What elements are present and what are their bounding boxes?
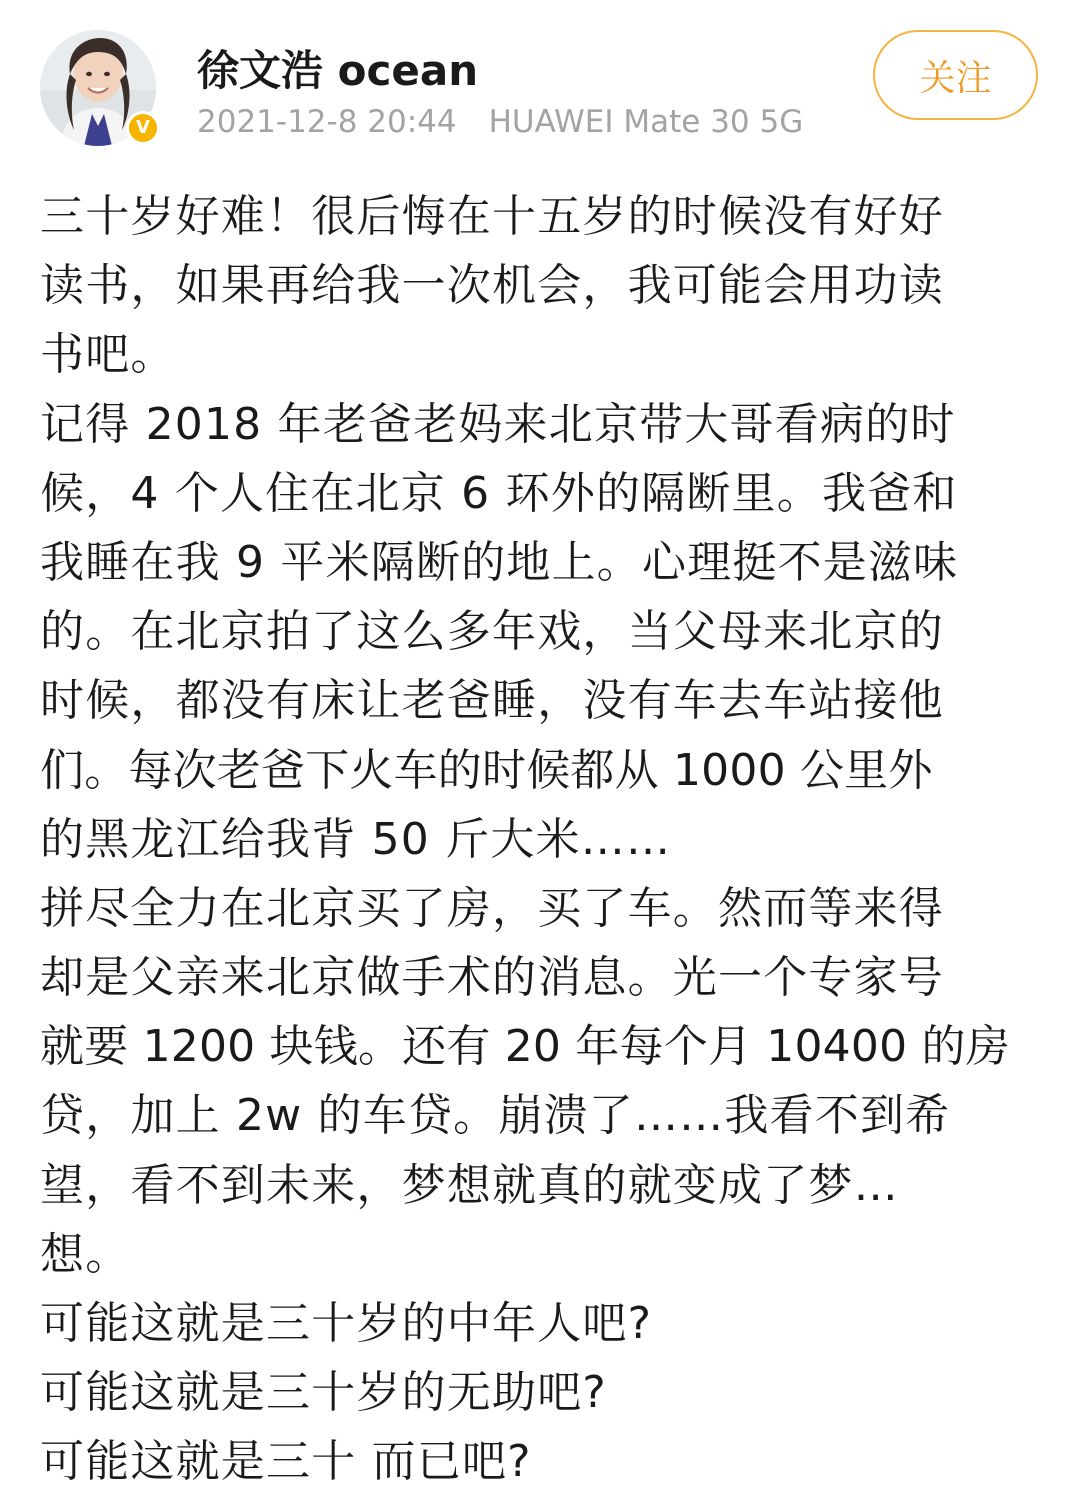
post-line: 的黑龙江给我背 50 斤大米…… [40,813,672,865]
post-header [0,0,1080,170]
post-line: 拼尽全力在北京买了房，买了车。然而等来得 [40,882,944,934]
post-line: 想。 [40,1228,131,1280]
post-line: 候，4 个人住在北京 6 环外的隔断里。我爸和 [40,467,958,519]
post-line: 贷，加上 2w 的车贷。崩溃了……我看不到希 [40,1090,951,1142]
post-line: 可能这就是三十 而已吧? [40,1436,532,1488]
post-line: 可能这就是三十岁的无助吧? [40,1367,607,1419]
post-body [40,182,1040,1497]
post-line: 望，看不到未来，梦想就真的就变成了梦… [40,1159,899,1211]
post-line: 就要 1200 块钱。还有 20 年每个月 10400 的房 [40,1021,1010,1073]
post-line: 三十岁好难！很后悔在十五岁的时候没有好好 [40,191,944,242]
post-meta [197,104,803,140]
follow-button[interactable]: 关注 [873,30,1038,120]
post-line: 却是父亲来北京做手术的消息。光一个专家号 [40,952,944,1004]
post-device: HUAWEI Mate 30 5G [488,104,804,140]
post-line: 时候，都没有床让老爸睡，没有车去车站接他 [40,675,944,727]
post-line: 我睡在我 9 平米隔断的地上。心理挺不是滋味 [40,536,959,588]
post-line: 可能这就是三十岁的中年人吧? [40,1298,653,1349]
verified-badge-icon: V [126,111,160,145]
post-line: 的。在北京拍了这么多年戏，当父母来北京的 [40,606,944,658]
post-line: 记得 2018 年老爸老妈来北京带大哥看病的时 [40,398,956,450]
post-timestamp: 2021-12-8 20:44 [197,104,457,140]
post-line: 们。每次老爸下火车的时候都从 1000 公里外 [40,744,933,796]
post-line: 读书，如果再给我一次机会，我可能会用功读 [40,260,944,312]
user-name[interactable]: 徐文浩 ocean [197,46,479,95]
post-line: 书吧。 [40,329,176,381]
